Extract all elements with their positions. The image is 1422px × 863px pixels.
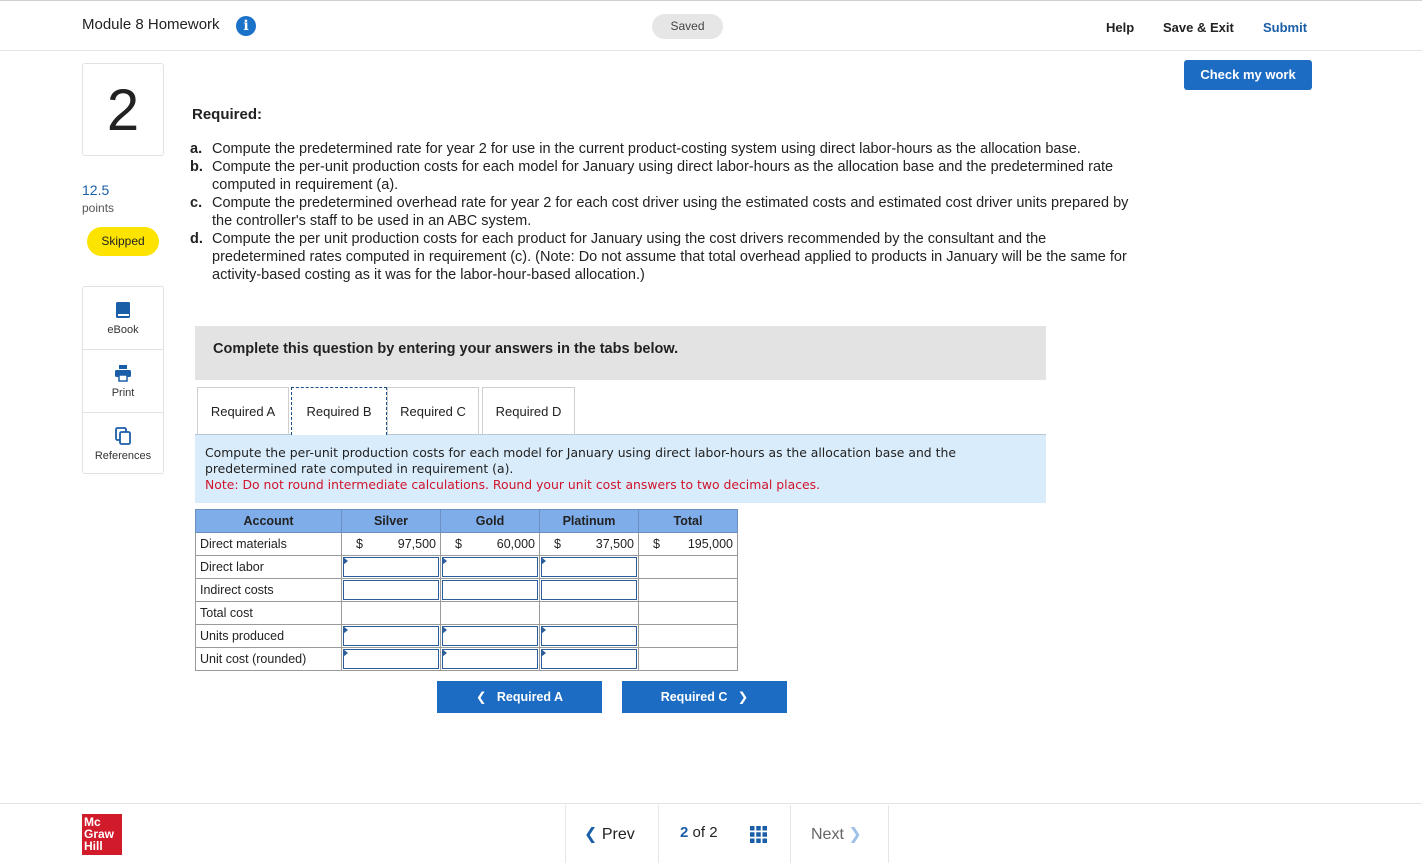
- instruction-box: [195, 435, 1046, 503]
- of-label: of: [692, 824, 706, 841]
- logo-line: Mc: [84, 815, 101, 829]
- currency-symbol: $: [653, 537, 660, 551]
- row-label: Unit cost (rounded): [196, 648, 342, 671]
- complete-prompt-box: [195, 326, 1046, 380]
- requirement-letter: a.: [190, 141, 203, 157]
- requirement-text: Compute the per unit production costs for each product for January using the cost drivers recommended by the consultant and the predetermined rates computed in requirement (c). (Note: Do not assume that total overhead applied to products in January will be the same for activity-based costing as it was for the labor-hour-based allocation.): [212, 231, 1127, 283]
- required-heading: Required:: [192, 106, 263, 123]
- rounding-note: Note: Do not round intermediate calculations. Round your unit cost answers to two decimal places.: [205, 477, 821, 492]
- cost-table: [195, 509, 738, 671]
- tab-required-c[interactable]: Required C: [387, 387, 479, 434]
- requirements-list: [190, 140, 1130, 284]
- prev-requirement-button[interactable]: [437, 681, 602, 713]
- requirement-letter: c.: [190, 195, 203, 211]
- pager-divider: [658, 805, 659, 863]
- amount: 97,500: [397, 537, 436, 551]
- next-requirement-button[interactable]: [622, 681, 787, 713]
- requirement-c: [190, 194, 1130, 230]
- instruction-paragraph: [205, 445, 1025, 493]
- requirement-b: [190, 158, 1130, 194]
- prev-question-button[interactable]: [584, 824, 635, 844]
- row-label: Direct labor: [196, 556, 342, 579]
- submit-link[interactable]: Submit: [1263, 20, 1308, 35]
- empty-cell: [639, 602, 738, 625]
- tab-required-b[interactable]: Required B: [291, 387, 387, 435]
- tools-panel: [82, 286, 164, 474]
- answer-input[interactable]: [441, 648, 540, 671]
- col-gold: Gold: [441, 510, 540, 533]
- references-icon: [114, 427, 132, 445]
- pager-divider: [790, 805, 791, 863]
- references-tool[interactable]: [83, 412, 163, 474]
- value-cell: [540, 533, 639, 556]
- answer-input[interactable]: [441, 579, 540, 602]
- complete-prompt: Complete this question by entering your answers in the tabs below.: [213, 341, 679, 357]
- answer-input[interactable]: [441, 625, 540, 648]
- chevron-left-icon: ❮: [584, 826, 598, 843]
- mcgraw-hill-logo: [82, 814, 122, 855]
- references-label: References: [94, 450, 152, 462]
- answer-input[interactable]: [342, 556, 441, 579]
- help-link[interactable]: Help: [1106, 20, 1135, 35]
- requirement-letter: b.: [190, 159, 203, 175]
- save-exit-link[interactable]: Save & Exit: [1163, 20, 1234, 35]
- question-pager: [565, 805, 889, 863]
- col-silver: Silver: [342, 510, 441, 533]
- answer-input[interactable]: [441, 556, 540, 579]
- currency-symbol: $: [455, 537, 462, 551]
- requirement-text: Compute the per-unit production costs for each model for January using direct labor-hours as the allocation base and the predetermined rate computed in requirement (a).: [212, 159, 1114, 193]
- requirement-text: Compute the predetermined overhead rate for year 2 for each cost driver using the estimated costs and estimated cost driver units prepared by the controller's staff to be used in an ABC system.: [212, 195, 1129, 229]
- info-icon[interactable]: i: [236, 16, 256, 36]
- requirement-d: [190, 230, 1130, 284]
- status-badge: Skipped: [87, 227, 159, 256]
- empty-cell: [441, 602, 540, 625]
- answer-input[interactable]: [540, 579, 639, 602]
- check-my-work-button[interactable]: Check my work: [1184, 60, 1312, 90]
- table-row: [196, 579, 738, 602]
- question-number: 2: [82, 63, 164, 156]
- row-label: Units produced: [196, 625, 342, 648]
- print-tool[interactable]: [83, 349, 163, 411]
- requirement-letter: d.: [190, 231, 203, 247]
- amount: 195,000: [687, 537, 733, 551]
- table-row: [196, 625, 738, 648]
- empty-cell: [639, 625, 738, 648]
- row-label: Indirect costs: [196, 579, 342, 602]
- col-total: Total: [639, 510, 738, 533]
- value-cell: [639, 533, 738, 556]
- answer-input[interactable]: [342, 625, 441, 648]
- total-pages: 2: [709, 824, 718, 841]
- table-header-row: [196, 510, 738, 533]
- table-row: [196, 556, 738, 579]
- chevron-left-icon: ❮: [475, 690, 497, 704]
- table-row: [196, 602, 738, 625]
- col-account: Account: [196, 510, 342, 533]
- prev-question-label: Prev: [601, 826, 635, 843]
- value-cell: [441, 533, 540, 556]
- page-indicator[interactable]: [680, 824, 718, 841]
- logo-line: Hill: [84, 839, 103, 853]
- grid-icon[interactable]: [750, 826, 767, 843]
- answer-input[interactable]: [342, 648, 441, 671]
- requirement-tabs: [195, 387, 1046, 435]
- chevron-right-icon: ❯: [727, 690, 749, 704]
- empty-cell: [639, 556, 738, 579]
- instruction-text: Compute the per-unit production costs for each model for January using direct labor-hours as the allocation base and the predetermined rate computed in requirement (a).: [205, 445, 956, 476]
- chevron-right-icon: ❯: [848, 826, 862, 843]
- amount: 60,000: [496, 537, 535, 551]
- currency-symbol: $: [554, 537, 561, 551]
- answer-input[interactable]: [540, 625, 639, 648]
- empty-cell: [639, 648, 738, 671]
- empty-cell: [540, 602, 639, 625]
- empty-cell: [342, 602, 441, 625]
- row-label: Direct materials: [196, 533, 342, 556]
- currency-symbol: $: [356, 537, 363, 551]
- next-question-button[interactable]: [811, 824, 862, 844]
- answer-input[interactable]: [342, 579, 441, 602]
- next-requirement-label: Required C: [660, 690, 728, 704]
- assignment-title: Module 8 Homework: [82, 16, 220, 33]
- answer-input[interactable]: [540, 648, 639, 671]
- table-row: [196, 648, 738, 671]
- empty-cell: [639, 579, 738, 602]
- row-label: Total cost: [196, 602, 342, 625]
- requirement-text: Compute the predetermined rate for year 2 for use in the current product-costing system using direct labor-hours as the allocation base.: [212, 141, 1081, 157]
- tab-required-a[interactable]: Required A: [197, 387, 289, 434]
- printer-icon: [114, 364, 132, 382]
- tab-required-d[interactable]: Required D: [482, 387, 575, 434]
- current-page: 2: [680, 824, 689, 841]
- book-icon: [114, 301, 132, 319]
- requirement-a: [190, 140, 1130, 158]
- table-row: [196, 533, 738, 556]
- print-label: Print: [111, 387, 135, 399]
- points-value: 12.5: [82, 182, 110, 198]
- ebook-label: eBook: [107, 324, 139, 336]
- header-bar: [0, 1, 1422, 51]
- ebook-tool[interactable]: [83, 287, 163, 349]
- col-platinum: Platinum: [540, 510, 639, 533]
- saved-status: Saved: [652, 14, 723, 39]
- next-question-label: Next: [811, 826, 844, 843]
- prev-requirement-label: Required A: [496, 690, 564, 704]
- logo-line: Graw: [84, 827, 115, 841]
- points-label: points: [82, 201, 115, 215]
- value-cell: [342, 533, 441, 556]
- footer-divider: [0, 803, 1422, 804]
- amount: 37,500: [595, 537, 634, 551]
- answer-input[interactable]: [540, 556, 639, 579]
